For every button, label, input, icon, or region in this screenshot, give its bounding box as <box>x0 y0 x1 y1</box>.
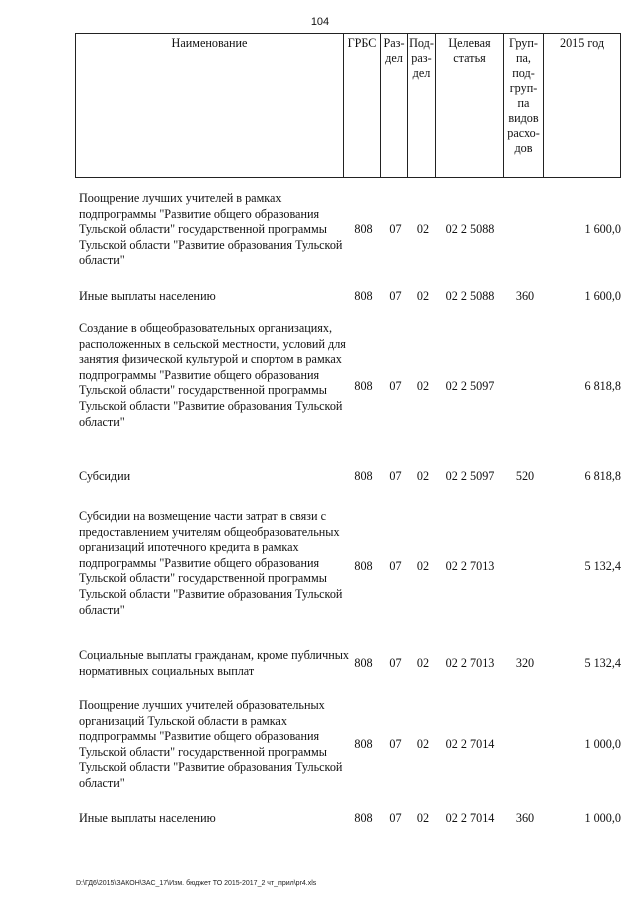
row-grbs: 808 <box>354 469 373 483</box>
row-name: Социальные выплаты гражданам, кроме публичных нормативных социальных выплат <box>79 648 349 678</box>
row-razdel: 07 <box>389 737 402 751</box>
row-grbs: 808 <box>354 222 373 236</box>
row-target: 02 2 5088 <box>445 289 495 303</box>
row-grbs: 808 <box>354 811 373 825</box>
row-razdel: 07 <box>389 469 402 483</box>
row-amount: 6 818,8 <box>584 379 621 393</box>
table-header <box>75 33 621 178</box>
row-amount: 6 818,8 <box>584 469 621 483</box>
row-target: 02 2 7014 <box>445 737 495 751</box>
row-group: 520 <box>515 469 535 483</box>
row-group: 320 <box>515 656 535 670</box>
row-amount: 1 000,0 <box>584 811 621 825</box>
row-podrazdel: 02 <box>416 737 430 751</box>
row-name: Иные выплаты населению <box>79 811 216 825</box>
row-name: Создание в общеобразовательных организациях, расположенных в сельской местности, условий для занятия физической культурой и спортом в рамках подпрограммы "Развитие общего образования Тульской области" государственной программы Тульской области "Развитие образования Тульской области" <box>79 321 346 429</box>
row-podrazdel: 02 <box>416 222 430 236</box>
row-podrazdel: 02 <box>416 289 430 303</box>
row-grbs: 808 <box>354 737 373 751</box>
header-target: Целевая статья <box>436 34 504 177</box>
row-grbs: 808 <box>354 289 373 303</box>
header-podrazdel: Под- раз- дел <box>408 34 436 177</box>
row-grbs: 808 <box>354 379 373 393</box>
row-amount: 1 000,0 <box>584 737 621 751</box>
row-target: 02 2 5097 <box>445 379 495 393</box>
row-amount: 5 132,4 <box>584 656 621 670</box>
row-razdel: 07 <box>389 222 402 236</box>
row-amount: 1 600,0 <box>584 289 621 303</box>
row-name: Иные выплаты населению <box>79 289 216 303</box>
row-razdel: 07 <box>389 559 402 573</box>
header-name: Наименование <box>76 34 344 177</box>
row-group: 360 <box>515 289 535 303</box>
file-path-footer: D:\ГД6\2015\ЗАКОН\ЗАС_17\Изм. бюджет ТО 2015-2017_2 чт_прил\pr4.xls <box>76 880 317 887</box>
row-razdel: 07 <box>389 289 402 303</box>
row-name: Субсидии <box>79 469 131 483</box>
row-target: 02 2 7014 <box>445 811 495 825</box>
row-amount: 5 132,4 <box>584 559 621 573</box>
row-grbs: 808 <box>354 656 373 670</box>
row-group: 360 <box>515 811 535 825</box>
row-razdel: 07 <box>389 656 402 670</box>
row-target: 02 2 7013 <box>445 656 495 670</box>
header-grbs: ГРБС <box>344 34 381 177</box>
row-target: 02 2 5088 <box>445 222 495 236</box>
row-podrazdel: 02 <box>416 379 430 393</box>
header-year: 2015 год <box>559 36 605 50</box>
row-name: Поощрение лучших учителей образовательных организаций Тульской области в рамках подпрограммы "Развитие общего образования Тульской области" государственной программы Тульской области "Развитие образования Тульской области" <box>79 698 343 790</box>
row-grbs: 808 <box>354 559 373 573</box>
row-name: Субсидии на возмещение части затрат в связи с предоставлением учителям общеобразовательных организаций ипотечного кредита в рамках подпрограммы "Развитие общего образования Тульской области" государственной программы Тульской области "Развитие образования Тульской области" <box>79 509 343 617</box>
row-podrazdel: 02 <box>416 656 430 670</box>
row-podrazdel: 02 <box>416 811 430 825</box>
row-podrazdel: 02 <box>416 559 430 573</box>
row-target: 02 2 5097 <box>445 469 495 483</box>
header-group: Груп- па, под- груп- па видов расхо- дов <box>504 34 544 177</box>
row-amount: 1 600,0 <box>584 222 621 236</box>
header-razdel: Раз- дел <box>381 34 408 177</box>
row-razdel: 07 <box>389 811 402 825</box>
row-podrazdel: 02 <box>416 469 430 483</box>
row-razdel: 07 <box>389 379 402 393</box>
page-number: 104 <box>310 16 330 28</box>
row-target: 02 2 7013 <box>445 559 495 573</box>
row-name: Поощрение лучших учителей в рамках подпрограммы "Развитие общего образования Тульской области" государственной программы Тульской области "Развитие образования Тульской области" <box>79 191 343 268</box>
